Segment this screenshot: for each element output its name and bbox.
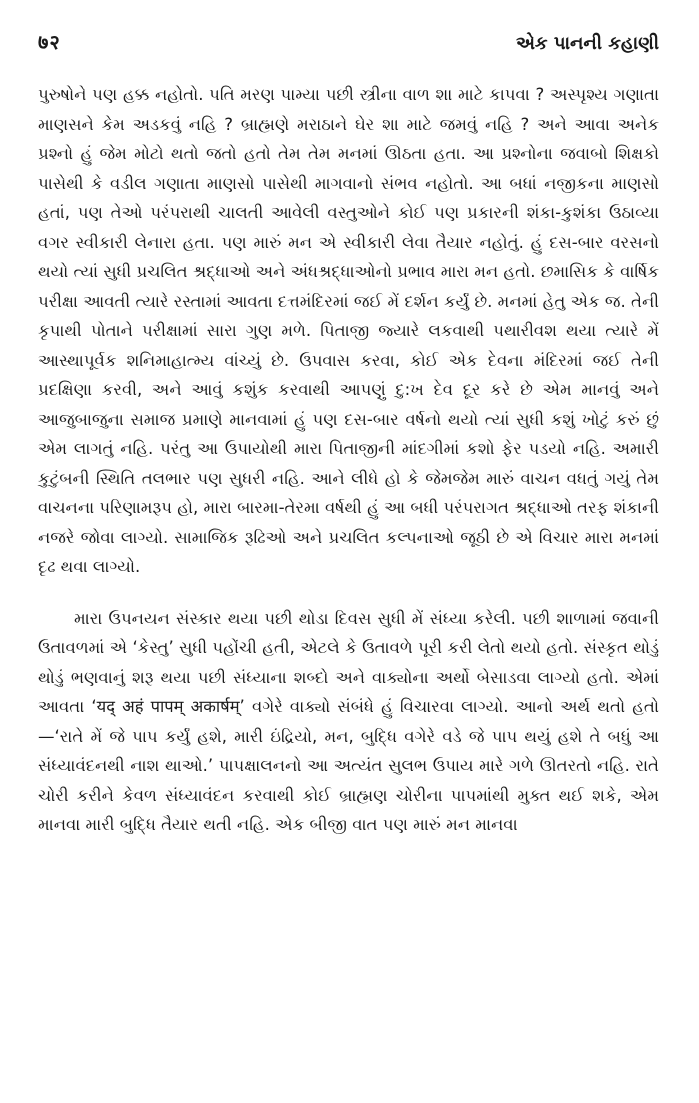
running-title: એક પાનની કહાણી — [515, 33, 659, 54]
body-text — [38, 80, 659, 840]
paragraph-1: પુરુષોને પણ હક્ક નહોતો. પતિ મરણ પામ્યા પછી સ્ત્રીના વાળ શા માટે કાપવા ? અસ્પૃશ્ય ગણાતા માણસને કેમ અડકવું નહિ ? બ્રાહ્મણે મરાઠાને ઘેર શા માટે જમવું નહિ ? અને આવા અનેક પ્રશ્નો હું જેમ મોટો થતો જતો હતો તેમ તેમ મનમાં ઊઠતા હતા. આ પ્રશ્નોના જવાબો શિક્ષકો પાસેથી કે વડીલ ગણાતા માણસો પાસેથી માગવાનો સંભવ નહોતો. આ બધાં નજીકના માણસો હતાં, પણ તેઓ પરંપરાથી ચાલતી આવેલી વસ્તુઓને કોઈ પણ પ્રકારની શંકા-કુશંકા ઉઠાવ્યા વગર સ્વીકારી લેનારા હતા. પણ મારું મન એ સ્વીકારી લેવા તૈયાર નહોતું. હું દસ-બાર વરસનો થયો ત્યાં સુધી પ્રચલિત શ્રદ્ધાઓ અને અંધશ્રદ્ધાઓનો પ્રભાવ મારા મન હતો. છમાસિક કે વાર્ષિક પરીક્ષા આવતી ત્યારે રસ્તામાં આવતા દત્તમંદિરમાં જઈ મેં દર્શન કર્યું છે. મનમાં હેતુ એક જ. તેની કૃપાથી પોતાને પરીક્ષામાં સારા ગુણ મળે. પિતાજી જ્યારે લકવાથી પથારીવશ થયા ત્યારે મેં આસ્થાપૂર્વક શનિમાહાત્મ્ય વાંચ્યું છે. ઉપવાસ કરવા, કોઈ એક દેવના મંદિરમાં જઈ તેની પ્રદક્ષિણા કરવી, અને આવું કશુંક કરવાથી આપણું દુ:ખ દેવ દૂર કરે છે એમ માનવું અને આજુબાજુના સમાજ પ્રમાણે માનવામાં હું પણ દસ-બાર વર્ષનો થયો ત્યાં સુધી કશું ખોટું કરું છું એમ લાગતું નહિ. પરંતુ આ ઉપાયોથી મારા પિતાજીની માંદગીમાં કશો ફેર પડયો નહિ. અમારી કુટુંબની સ્થિતિ તલભાર પણ સુધરી નહિ. આને લીધે હો કે જેમજેમ મારું વાચન વધતું ગયું તેમ વાચનના પરિણામરૂપ હો, મારા બારમા-તેરમા વર્ષથી હું આ બધી પરંપરાગત શ્રદ્ધાઓ તરફ શંકાની નજરે જોવા લાગ્યો. સામાજિક રૂઢિઓ અને પ્રચલિત કલ્પનાઓ જૂઠી છે એ વિચાર મારા મનમાં દૃઢ થવા લાગ્યો. — [38, 85, 659, 576]
paragraph-2: મારા ઉપનયન સંસ્કાર થયા પછી થોડા દિવસ સુધી મેં સંધ્યા કરેલી. પછી શાળામાં જવાની ઉતાવળમાં એ ‘કેસ્તુ’ સુધી પહોંચી હતી, એટલે કે ઉતાવળે પૂરી કરી લેતો થયો હતો. સંસ્કૃત થોડું થોડું ભણવાનું શરૂ થયા પછી સંધ્યાના શબ્દો અને વાક્યોના અર્થો બેસાડવા લાગ્યો હતો. એમાં આવતા ‘यद् अहं पापम् अकार्षम्’ વગેરે વાક્યો સંબંધે હું વિચારવા લાગ્યો. આનો અર્થ થતો હતો—‘રાતે મેં જે પાપ કર્યું હશે, મારી ઇંદ્રિયો, મન, બુદ્ધિ વગેરે વડે જે પાપ થયું હશે તે બધું આ સંધ્યાવંદનથી નાશ થાઓ.’ પાપક્ષાલનનો આ અત્યંત સુલભ ઉપાય મારે ગળે ઊતરતો નહિ. રાતે ચોરી કરીને કેવળ સંધ્યાવંદન કરવાથી કોઈ બ્રાહ્મણ ચોરીના પાપમાંથી મુક્ત થઈ શકે, એમ માનવા મારી બુદ્ધિ તૈયાર થતી નહિ. એક બીજી વાત પણ મારું મન માનવા — [38, 608, 659, 834]
page-header — [38, 28, 659, 68]
page-number: ७२ — [38, 30, 61, 54]
